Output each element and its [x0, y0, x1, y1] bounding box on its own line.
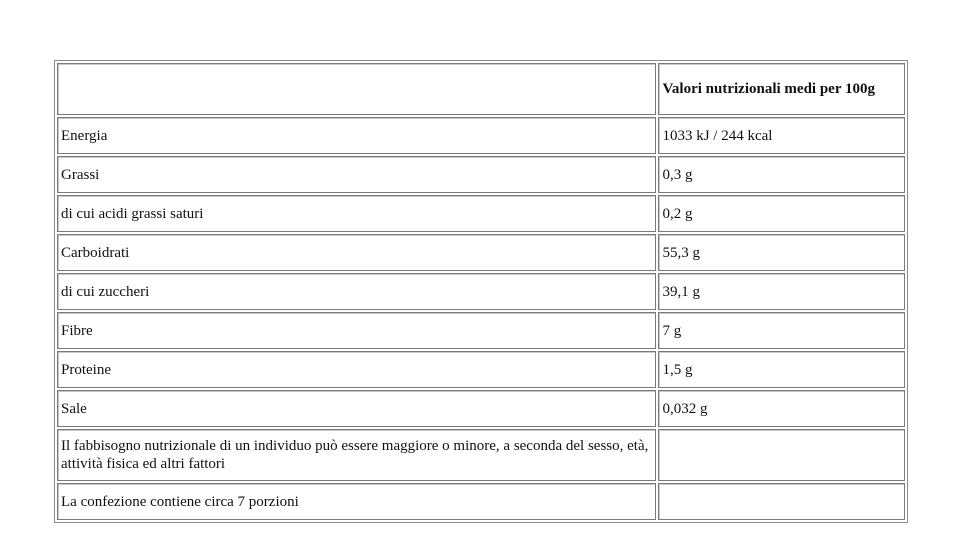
nutrient-value: 1033 kJ / 244 kcal: [658, 117, 905, 154]
footnote-value: [658, 483, 905, 520]
table-row: [57, 117, 905, 154]
nutrient-label: Energia: [57, 117, 656, 154]
footnote-text: La confezione contiene circa 7 porzioni: [57, 483, 656, 520]
table-row: [57, 312, 905, 349]
table-header-row: [57, 63, 905, 115]
footnote-row: [57, 429, 905, 481]
header-value-cell: Valori nutrizionali medi per 100g: [658, 63, 905, 115]
nutrient-label: di cui acidi grassi saturi: [57, 195, 656, 232]
nutrient-value: 0,032 g: [658, 390, 905, 427]
table-row: [57, 156, 905, 193]
header-label-cell: [57, 63, 656, 115]
table-row: [57, 234, 905, 271]
table-row: [57, 273, 905, 310]
footnote-value: [658, 429, 905, 481]
nutrient-value: 55,3 g: [658, 234, 905, 271]
nutrient-label: Fibre: [57, 312, 656, 349]
nutrient-label: di cui zuccheri: [57, 273, 656, 310]
nutrient-label: Grassi: [57, 156, 656, 193]
table-row: [57, 195, 905, 232]
footnote-row: [57, 483, 905, 520]
footnote-text: Il fabbisogno nutrizionale di un individuo può essere maggiore o minore, a seconda del sesso, età, attività fisica ed altri fattori: [57, 429, 656, 481]
nutrient-label: Proteine: [57, 351, 656, 388]
table-row: [57, 351, 905, 388]
nutrient-value: 39,1 g: [658, 273, 905, 310]
nutrient-label: Sale: [57, 390, 656, 427]
nutrient-value: 0,3 g: [658, 156, 905, 193]
nutrient-value: 7 g: [658, 312, 905, 349]
nutrition-table: [54, 60, 908, 523]
nutrient-value: 1,5 g: [658, 351, 905, 388]
table-row: [57, 390, 905, 427]
nutrient-value: 0,2 g: [658, 195, 905, 232]
nutrient-label: Carboidrati: [57, 234, 656, 271]
